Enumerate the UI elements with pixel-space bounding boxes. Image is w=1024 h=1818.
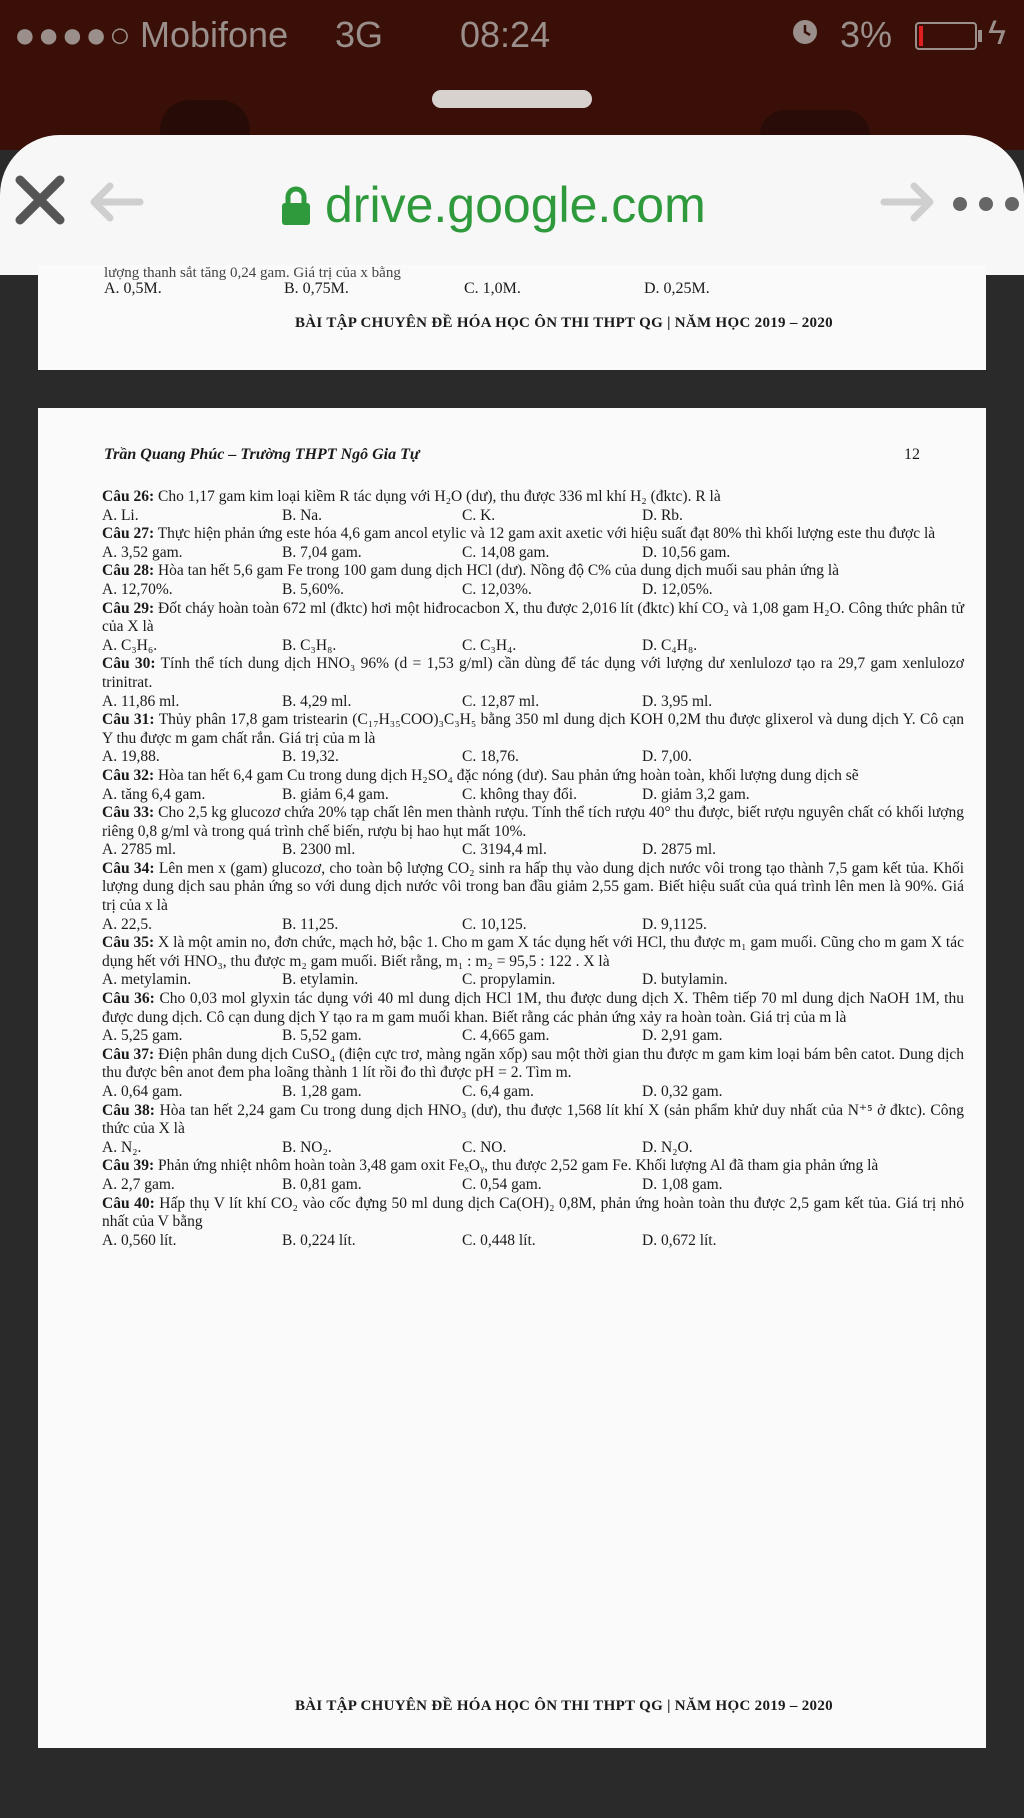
answer-option: B. 5,60%. (282, 580, 344, 598)
alarm-icon (790, 16, 820, 46)
question-label: Câu 32: (102, 766, 155, 784)
question-item (102, 488, 964, 525)
answer-option: D. N₂O. (642, 1138, 693, 1156)
answer-options (102, 786, 964, 805)
more-options-icon[interactable] (950, 196, 1022, 212)
answer-option: B. 19,32. (282, 748, 339, 766)
answer-option: A. 0,64 gam. (102, 1083, 183, 1100)
answer-options (102, 1083, 964, 1102)
answer-option: B. 4,29 ml. (282, 692, 352, 710)
question-item (102, 934, 964, 990)
question-text: lượng thanh sắt tăng 0,24 gam. Giá trị của x bằng (104, 265, 401, 281)
question-label: Câu 36: (102, 990, 155, 1008)
question-label: Câu 38: (102, 1101, 155, 1119)
document-page: lượng thanh sắt tăng 0,24 gam. Giá trị của x bằng A. 0,5M. B. 0,75M. C. 1,0M. D. 0,25M. BÀI TẬP CHUYÊN ĐỀ HÓA HỌC ÔN THI THPT QG | NĂM HỌC 2019 – 2020 (38, 265, 986, 370)
answer-option: A. Li. (102, 506, 139, 524)
answer-option: D. 2,91 gam. (642, 1027, 723, 1045)
carrier-name: Mobifone (140, 14, 289, 55)
page-header: Trần Quang Phúc – Trường THPT Ngô Gia Tự (104, 446, 420, 463)
question-body: Cho 1,17 gam kim loại kiềm R tác dụng với H₂O (dư), thu được 336 ml khí H₂ (đktc). R là (157, 488, 721, 505)
answer-option: D. 0,32 gam. (642, 1083, 723, 1100)
answer-option: D. 2875 ml. (642, 841, 717, 859)
question-text (102, 860, 964, 916)
answer-option: B. C₃H₈. (282, 636, 337, 654)
question-text (102, 562, 964, 581)
answer-option: C. C₃H₄. (462, 636, 517, 654)
answer-option: C. 3194,4 ml. (462, 841, 547, 859)
question-body: Cho 0,03 mol glyxin tác dụng với 40 ml dung dịch HCl 1M, thu được dung dịch X. Thêm tiếp 70 ml dung dịch NaOH 1M, thu được dung dịch. Cô cạn dung dịch Y tạo ra m gam muối khan. Biết rằng các phản ứng xảy ra hoàn toàn. Giá trị của m là (102, 990, 964, 1026)
answer-option: B. Na. (282, 506, 323, 524)
answer-option: B. etylamin. (282, 971, 359, 989)
question-text (102, 1195, 964, 1232)
answer-option: C. 12,03%. (462, 580, 532, 598)
question-label: Câu 29: (102, 599, 155, 617)
question-label: Câu 40: (102, 1194, 155, 1212)
question-body: Hòa tan hết 2,24 gam Cu trong dung dịch HNO₃ (dư), thu được 1,568 lít khí X (sản phẩm khử duy nhất của N⁺⁵ ở đktc). Công thức của X là (102, 1101, 964, 1138)
answer-options (102, 693, 964, 712)
answer-options (102, 1139, 964, 1158)
question-text (102, 525, 964, 544)
answer-option: C. 0,54 gam. (462, 1175, 542, 1193)
question-body: Hòa tan hết 5,6 gam Fe trong 100 gam dung dịch HCl (dư). Nồng độ C% của dung dịch muối sau phản ứng là (157, 562, 840, 580)
question-list (102, 488, 964, 1250)
answer-option: B. 1,28 gam. (282, 1083, 362, 1100)
answer-option: C. 1,0M. (464, 280, 521, 297)
question-item (102, 1046, 964, 1102)
question-body: Hòa tan hết 6,4 gam Cu trong dung dịch H₂SO₄ đặc nóng (dư). Sau phản ứng hoàn toàn, khối lượng dung dịch sẽ (157, 766, 859, 784)
forward-arrow-icon[interactable] (880, 180, 938, 224)
question-text (102, 1102, 964, 1139)
answer-option: B. 0,224 lít. (282, 1231, 356, 1249)
answer-option: C. 14,08 gam. (462, 543, 550, 561)
answer-options (102, 637, 964, 656)
question-text (102, 711, 964, 748)
answer-options (102, 1176, 964, 1195)
question-item (102, 1157, 964, 1194)
answer-option: A. 0,5M. (104, 280, 162, 297)
answer-option: A. metylamin. (102, 971, 192, 989)
question-item (102, 600, 964, 656)
document-viewer[interactable] (0, 265, 1024, 1818)
question-text (102, 600, 964, 637)
status-time: 08:24 (460, 14, 551, 55)
answer-option: A. 19,88. (102, 748, 160, 766)
question-label: Câu 35: (102, 934, 155, 952)
question-body: X là một amin no, đơn chức, mạch hở, bậc 1. Cho m gam X tác dụng hết với HCl, thu được m₁ gam muối. Cũng cho m gam X tác dụng hết với HNO₃, thu được m₂ gam muối. Biết rằng, m₁ : m₂ = 95,5 : 122 . X là (102, 934, 964, 970)
question-item (102, 860, 964, 934)
answer-option: D. butylamin. (642, 971, 728, 989)
question-text (102, 804, 964, 841)
question-item (102, 804, 964, 860)
answer-option: C. không thay đổi. (462, 785, 577, 803)
answer-option: D. giảm 3,2 gam. (642, 785, 750, 803)
answer-option: A. 12,70%. (102, 580, 173, 598)
question-item (102, 990, 964, 1046)
answer-option: C. 4,665 gam. (462, 1027, 550, 1045)
question-body: Đốt cháy hoàn toàn 672 ml (đktc) hơi một hiđrocacbon X, thu được 2,016 lít (đktc) khí CO₂ và 1,08 gam H₂O. Công thức phân tử của X là (102, 599, 965, 636)
question-body: Lên men x (gam) glucozơ, cho toàn bộ lượng CO₂ sinh ra hấp thụ vào dung dịch nước vôi trong tạo thành 7,5 gam kết tủa. Khối lượng dung dịch sau phản ứng so với dung dịch nước vôi trong ban đầu giảm 2,55 gam. Biết hiệu suất của quá trình lên men là 90%. Giá trị của x là (102, 859, 964, 915)
question-label: Câu 37: (102, 1045, 155, 1063)
answer-option: B. 2300 ml. (282, 841, 356, 859)
question-text (102, 934, 964, 971)
answer-option: B. 7,04 gam. (282, 543, 362, 561)
answer-option: A. 22,5. (102, 915, 152, 933)
answer-option: C. K. (462, 506, 496, 524)
answer-option: B. giảm 6,4 gam. (282, 785, 389, 803)
question-item (102, 767, 964, 804)
battery-percent: 3% (840, 14, 893, 55)
question-label: Câu 27: (102, 525, 155, 543)
answer-option: B. 11,25. (282, 915, 339, 933)
answer-option: C. 10,125. (462, 915, 527, 933)
answer-option: D. 7,00. (642, 748, 692, 766)
battery-tip (978, 30, 982, 42)
page-number: 12 (904, 446, 920, 463)
answer-option: B. NO₂. (282, 1138, 332, 1156)
answer-option: D. 9,1125. (642, 915, 707, 933)
answer-option: A. N₂. (102, 1138, 142, 1156)
answer-option: C. propylamin. (462, 971, 556, 989)
question-item (102, 1195, 964, 1251)
answer-options (102, 1027, 964, 1046)
answer-options (102, 507, 964, 526)
answer-option: C. NO. (462, 1138, 507, 1156)
status-bar (0, 0, 1024, 70)
answer-options (104, 280, 964, 299)
question-label: Câu 33: (102, 804, 155, 822)
answer-option: A. 2,7 gam. (102, 1175, 175, 1193)
question-text (102, 1157, 964, 1176)
question-item (102, 525, 964, 562)
answer-option: B. 0,81 gam. (282, 1175, 362, 1193)
question-label: Câu 31: (102, 711, 155, 729)
answer-option: A. 11,86 ml. (102, 692, 180, 710)
answer-options (102, 916, 964, 935)
answer-option: B. 5,52 gam. (282, 1027, 362, 1045)
url-text[interactable]: drive.google.com (325, 177, 706, 233)
question-item (102, 1102, 964, 1158)
answer-option: C. 18,76. (462, 748, 519, 766)
answer-options (102, 581, 964, 600)
answer-options (102, 748, 964, 767)
question-body: Thủy phân 17,8 gam tristearin (C₁₇H₃₅COO)₃C₃H₅ bằng 350 ml dung dịch KOH 0,2M thu được glixerol và dung dịch Y. Cô cạn Y thu được m gam chất rắn. Giá trị của m là (102, 711, 964, 747)
answer-options (102, 971, 964, 990)
question-label: Câu 34: (102, 859, 155, 877)
document-page: Trần Quang Phúc – Trường THPT Ngô Gia Tự 12 Câu 26: Cho 1,17 gam kim loại kiềm R tác dụng với H₂O (dư), thu được 336 ml khí H₂ (đktc). R là A. Li. B. Na. C. K. D. Rb. Câu 27: Thực hiện phản ứng este hóa 4,6 gam ancol etylic và 12 gam axit axetic với hiệu suất đạt 80% thì khối lượng este thu được là A. 3,52 gam. B. 7,04 gam. C. 14,08 gam. D. 10,56 gam. Câu 28: Hòa tan hết 5,6 gam Fe trong 100 gam dung dịch HCl (dư). Nồng độ C% của dung dịch muối sau phản ứng là A. 12,70%. B. 5,60%. C. 12,03%. D. 12,05%. Câu 29: Đốt cháy hoàn toàn 672 ml (đktc) hơi một hiđrocacbon X, thu được 2,016 lít (đktc) khí CO₂ và 1,08 gam H₂O. Công thức phân tử của X là A. C₃H₆. B. C₃H₈. C. C₃H₄. D. C₄H₈. Câu 30: Tính thể tích dung dịch HNO₃ 96% (d = 1,53 g/ml) cần dùng để tác dụng với lượng dư xenlulozơ tạo ra 29,7 gam xenlulozơ trinitrat. A. 11,86 ml. B. 4,29 ml. C. 12,87 ml. D. 3,95 ml. Câu 31: Thủy phân 17,8 gam tristearin (C₁₇H₃₅COO)₃C₃H₅ bằng 350 ml dung dịch KOH 0,2M thu được glixerol và dung dịch Y. Cô cạn Y thu được m gam chất rắn. Giá trị của m là A. 19,88. B. 19,32. C. 18,76. D. 7,00. Câu 32: Hòa tan hết 6,4 gam Cu trong dung dịch H₂SO₄ đặc nóng (dư). Sau phản ứng hoàn toàn, khối lượng dung dịch sẽ A. tăng 6,4 gam. B. giảm 6,4 gam. C. không thay đổi. D. giảm 3,2 gam. Câu 33: Cho 2,5 kg glucozơ chứa 20% tạp chất lên men thành rượu. Tính thể tích rượu 40° thu được, biết rượu nguyên chất có khối lượng riêng 0,8 g/ml và trong quá trình chế biến, rượu bị hao hụt mất 10%. A. 2785 ml. B. 2300 ml. C. 3194,4 ml. D. 2875 ml. Câu 34: Lên men x (gam) glucozơ, cho toàn bộ lượng CO₂ sinh ra hấp thụ vào dung dịch nước vôi trong tạo thành 7,5 gam kết tủa. Khối lượng dung dịch sau phản ứng so với dung dịch nước vôi trong ban đầu giảm 2,55 gam. Biết hiệu suất của quá trình lên men là 90%. Giá trị của x là A. 22,5. B. 11,25. C. 10,125. D. 9,1125. Câu 35: X là một amin no, đơn chức, mạch hở, bậc 1. Cho m gam X tác dụng hết với HCl, thu được m₁ gam muối. Cũng cho m gam X tác dụng hết với HNO₃, thu được m₂ gam muối. Biết rằng, m₁ : m₂ = 95,5 : 122 . X là A. metylamin. B. etylamin. C. propylamin. D. butylamin. Câu 36: Cho 0,03 mol glyxin tác dụng với 40 ml dung dịch HCl 1M, thu được dung dịch X. Thêm tiếp 70 ml dung dịch NaOH 1M, thu được dung dịch. Cô cạn dung dịch Y tạo ra m gam muối khan. Biết rằng các phản ứng xảy ra hoàn toàn. Giá trị của m là A. 5,25 gam. B. 5,52 gam. C. 4,665 gam. D. 2,91 gam. Câu 37: Điện phân dung dịch CuSO₄ (điện cực trơ, màng ngăn xốp) sau một thời gian thu được m gam kim loại bám bên catot. Dung dịch thu được bên anot đem pha loãng thành 1 lít rồi đo thì được pH = 2. Tìm m. A. 0,64 gam. B. 1,28 gam. C. 6,4 gam. D. 0,32 gam. Câu 38: Hòa tan hết 2,24 gam Cu trong dung dịch HNO₃ (dư), thu được 1,568 lít khí X (sản phẩm khử duy nhất của N⁺⁵ ở đktc). Công thức của X là A. N₂. B. NO₂. C. NO. D. N₂O. Câu 39: Phản ứng nhiệt nhôm hoàn toàn 3,48 gam oxit FeₓOᵧ, thu được 2,52 gam Fe. Khối lượng Al đã tham gia phản ứng là A. 2,7 gam. B. 0,81 gam. C. 0,54 gam. D. 1,08 gam. Câu 40: Hấp thụ V lít khí CO₂ vào cốc đựng 50 ml dung dịch Ca(OH)₂ 0,8M, phản ứng hoàn toàn thu được 2,5 gam kết tủa. Giá trị nhỏ nhất của V bằng A. 0,560 lít. B. 0,224 lít. C. 0,448 lít. D. 0,672 lít. BÀI TẬP CHUYÊN ĐỀ HÓA HỌC ÔN THI THPT QG | NĂM HỌC 2019 – 2020 (38, 408, 986, 1748)
answer-option: D. 0,672 lít. (642, 1231, 717, 1249)
back-arrow-icon[interactable] (86, 180, 144, 224)
charging-icon: ϟ (988, 14, 1006, 52)
answer-option: D. 10,56 gam. (642, 543, 731, 561)
answer-option: B. 0,75M. (284, 280, 349, 297)
answer-options (102, 841, 964, 860)
sheet-grabber-handle[interactable] (432, 90, 592, 108)
network-type: 3G (335, 14, 384, 55)
question-item (102, 711, 964, 767)
question-body: Thực hiện phản ứng este hóa 4,6 gam ancol etylic và 12 gam axit axetic với hiệu suất đạt 80% thì khối lượng este thu được là (157, 525, 936, 543)
answer-option: A. 0,560 lít. (102, 1231, 177, 1249)
battery-icon (915, 22, 977, 50)
answer-option: D. 3,95 ml. (642, 692, 713, 710)
answer-option: A. 5,25 gam. (102, 1027, 183, 1045)
question-item (102, 562, 964, 599)
question-body: Điện phân dung dịch CuSO₄ (điện cực trơ, màng ngăn xốp) sau một thời gian thu được m gam kim loại bám bên catot. Dung dịch thu được bên anot đem pha loãng thành 1 lít rồi đo thì được pH = 2. Tìm m. (102, 1045, 965, 1082)
question-item (102, 655, 964, 711)
answer-option: A. 2785 ml. (102, 841, 177, 859)
question-label: Câu 39: (102, 1157, 155, 1175)
answer-option: A. tăng 6,4 gam. (102, 785, 206, 803)
answer-option: C. 12,87 ml. (462, 692, 540, 710)
question-text (102, 767, 964, 786)
answer-option: C. 6,4 gam. (462, 1083, 534, 1100)
answer-option: D. Rb. (642, 506, 683, 524)
answer-options (102, 1232, 964, 1251)
question-body: Cho 2,5 kg glucozơ chứa 20% tạp chất lên men thành rượu. Tính thể tích rượu 40° thu được, biết rượu nguyên chất có khối lượng riêng 0,8 g/ml và trong quá trình chế biến, rượu bị hao hụt mất 10%. (102, 804, 964, 840)
question-body: Tính thể tích dung dịch HNO₃ 96% (d = 1,53 g/ml) cần dùng để tác dụng với lượng dư xenlulozơ tạo ra 29,7 gam xenlulozơ trinitrat. (102, 655, 964, 691)
answer-option: C. 0,448 lít. (462, 1231, 536, 1249)
question-label: Câu 30: (102, 655, 156, 673)
question-text (102, 655, 964, 692)
lock-icon (280, 186, 312, 226)
signal-strength: ●●●●○ (14, 14, 133, 55)
answer-option: D. 1,08 gam. (642, 1175, 723, 1193)
close-icon[interactable] (12, 172, 68, 228)
question-label: Câu 26: (102, 488, 155, 505)
answer-option: A. C₃H₆. (102, 636, 158, 654)
question-text (102, 488, 964, 507)
question-text (102, 1046, 964, 1083)
answer-option: D. 0,25M. (644, 280, 710, 297)
question-text (102, 990, 964, 1027)
answer-option: D. C₄H₈. (642, 636, 698, 654)
answer-option: A. 3,52 gam. (102, 543, 183, 561)
question-body: Phản ứng nhiệt nhôm hoàn toàn 3,48 gam oxit FeₓOᵧ, thu được 2,52 gam Fe. Khối lượng Al đã tham gia phản ứng là (157, 1157, 879, 1175)
question-label: Câu 28: (102, 562, 155, 580)
answer-options (102, 544, 964, 563)
answer-option: D. 12,05%. (642, 580, 713, 598)
question-body: Hấp thụ V lít khí CO₂ vào cốc đựng 50 ml dung dịch Ca(OH)₂ 0,8M, phản ứng hoàn toàn thu được 2,5 gam kết tủa. Giá trị nhỏ nhất của V bằng (102, 1194, 964, 1231)
